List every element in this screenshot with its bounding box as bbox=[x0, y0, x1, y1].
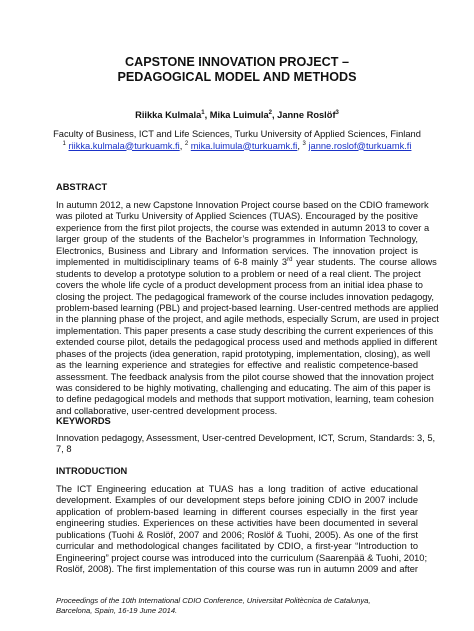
abstract-line: extended course pilot, details the pedagogical process used and methods applied in different bbox=[56, 337, 438, 348]
abstract-line-part: year students. The course allows bbox=[292, 257, 437, 268]
author-1-marker: 1 bbox=[201, 109, 205, 116]
abstract-line bbox=[56, 257, 437, 268]
introduction-line: Roslöf, 2008). The first implementation of this course was run in autumn 2009 and after bbox=[56, 564, 418, 575]
abstract-line: in the planning phase of the project, and agile methods, especially Scrum, are used in project bbox=[56, 314, 439, 325]
email-link-3[interactable]: janne.roslof@turkuamk.fi bbox=[308, 140, 412, 151]
keywords-body bbox=[56, 433, 436, 456]
paper-title bbox=[0, 55, 474, 85]
abstract-body bbox=[56, 200, 439, 417]
author-3-marker: 3 bbox=[335, 109, 339, 116]
footer-line-2: Barcelona, Spain, 16-19 June 2014. bbox=[56, 606, 178, 615]
ordinal-suffix: rd bbox=[287, 257, 293, 264]
author-3: , Janne Roslöf bbox=[272, 110, 336, 120]
introduction-body bbox=[56, 484, 428, 576]
abstract-line: implementation. This paper presents a case study describing the current experiences of this bbox=[56, 325, 434, 336]
footer-line-1: Proceedings of the 10th International CDIO Conference, Universitat Politècnica de Catalunya, bbox=[56, 596, 371, 605]
introduction-heading: INTRODUCTION bbox=[56, 466, 128, 476]
abstract-line: Electronics, Business and Library and Information services. The innovation project is bbox=[56, 245, 418, 256]
email-sep-2: , bbox=[297, 140, 303, 151]
keywords-heading: KEYWORDS bbox=[56, 416, 111, 426]
keywords-line: 7, 8 bbox=[56, 444, 72, 455]
introduction-line: development. Examples of our development steps before joining CDIO in 2007 include bbox=[56, 495, 418, 506]
author-list bbox=[0, 110, 474, 120]
abstract-line: and collaborative, user-centred development process. bbox=[56, 405, 278, 416]
title-line-2: PEDAGOGICAL MODEL AND METHODS bbox=[117, 70, 357, 84]
email-3-marker: 3 bbox=[302, 140, 306, 147]
introduction-line: Engineering” project course was introduced into the curriculum (Saarenpää & Tuohi, 2010; bbox=[56, 552, 428, 563]
author-2-marker: 2 bbox=[268, 109, 272, 116]
introduction-line: publications (Tuohi & Roslöf, 2007 and 2006; Roslöf & Tuohi, 2005). As one of the first bbox=[56, 529, 418, 540]
title-line-1: CAPSTONE INNOVATION PROJECT – bbox=[125, 55, 349, 69]
abstract-line: phases of the projects (idea generation, rapid prototyping, implementation, closing), as well bbox=[56, 348, 431, 359]
abstract-line-part: implemented in multidisciplinary teams of 6-8 mainly 3 bbox=[56, 257, 288, 268]
abstract-line: experience from the first pilot projects, the course was extended in autumn 2013 to cover a bbox=[56, 222, 430, 233]
affiliation-line: Faculty of Business, ICT and Life Sciences, Turku University of Applied Sciences, Finland bbox=[53, 129, 421, 139]
introduction-line: curricular and methodological changes facilitated by CDIO, a first-year “Introduction to bbox=[56, 541, 418, 552]
introduction-line: engineering studies. Experiences on these activities have been documented in several bbox=[56, 518, 418, 529]
email-sep-1: , bbox=[179, 140, 185, 151]
email-link-1[interactable]: riikka.kulmala@turkuamk.fi bbox=[68, 140, 180, 151]
abstract-line: covers the whole life cycle of a product development process from an initial idea phase to bbox=[56, 280, 423, 291]
abstract-line: as the learning experience and strategies for effective and realistic competence-based bbox=[56, 360, 418, 371]
affiliation bbox=[0, 129, 474, 152]
abstract-line: In autumn 2012, a new Capstone Innovation Project course based on the CDIO framework bbox=[56, 200, 429, 210]
abstract-line: closing the project. The pedagogical framework of the course includes innovation pedagogy, bbox=[56, 291, 434, 302]
abstract-line: problem-based learning (PBL) and project-based learning. User-centred methods are applied bbox=[56, 302, 439, 313]
abstract-line: was piloted at Turku University of Applied Sciences (TUAS). Encouraged by the positive bbox=[56, 211, 418, 222]
abstract-line: students to develop a prototype solution to a problem or need of a real client. The project bbox=[56, 268, 421, 279]
keywords-line: Innovation pedagogy, Assessment, User-centred Development, ICT, Scrum, Standards: 3, 5, bbox=[56, 433, 436, 443]
introduction-line: The ICT Engineering education at TUAS has a long tradition of active educational bbox=[56, 484, 418, 494]
email-1-marker: 1 bbox=[62, 140, 66, 147]
email-2-marker: 2 bbox=[184, 140, 189, 147]
abstract-line: larger group of the students of the Bachelor’s programmes in Information Technology, bbox=[56, 234, 418, 245]
author-1: Riikka Kulmala bbox=[135, 110, 202, 120]
email-link-2[interactable]: mika.luimula@turkuamk.fi bbox=[190, 140, 298, 151]
email-line bbox=[0, 141, 474, 153]
abstract-heading: ABSTRACT bbox=[56, 182, 108, 192]
abstract-line: to define pedagogical models and methods that support motivation, learning, team cohesion bbox=[56, 394, 434, 405]
author-2: , Mika Luimula bbox=[204, 110, 269, 120]
abstract-line: assessment. The feedback analysis from the pilot course showed that the innovation project bbox=[56, 371, 434, 382]
abstract-line: was considered to be highly motivating, challenging and educating. The aim of this paper is bbox=[56, 383, 431, 393]
introduction-line: application of problem-based learning in different courses especially in the first year bbox=[56, 506, 418, 517]
proceedings-footer bbox=[56, 596, 370, 616]
